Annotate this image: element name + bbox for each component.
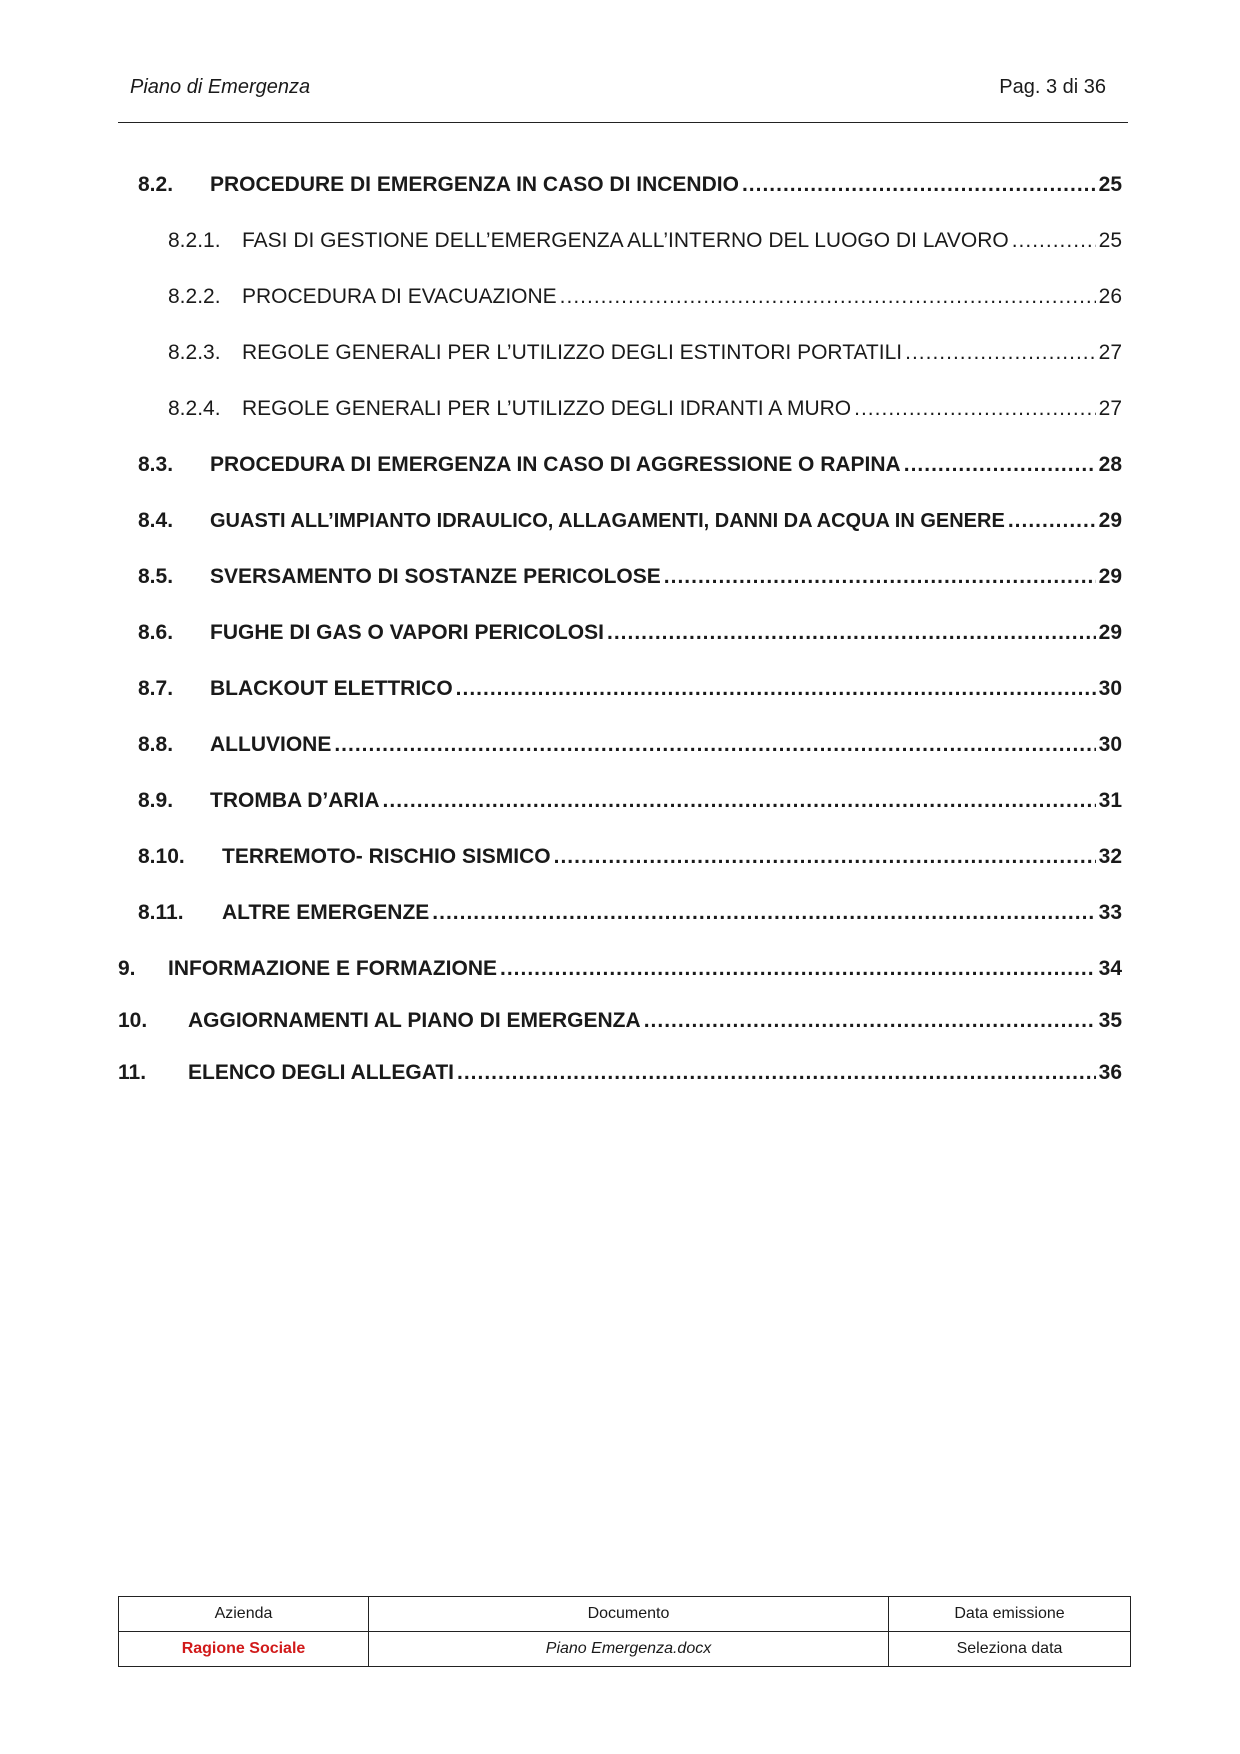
toc-entry-number: 8.7.: [138, 677, 174, 700]
toc-entry-title: REGOLE GENERALI PER L’UTILIZZO DEGLI IDRANTI A MURO: [242, 397, 852, 420]
toc-entry-title: ALLUVIONE: [210, 733, 332, 756]
toc-entry-page: 29: [1098, 509, 1122, 532]
toc-entry[interactable]: [168, 226, 1122, 256]
document-title: Piano di Emergenza: [130, 76, 311, 98]
footer-header-row: [119, 1597, 1131, 1632]
toc-entry[interactable]: [138, 506, 1122, 536]
toc-leader-dots: [554, 842, 1096, 872]
toc-entry[interactable]: [138, 842, 1122, 872]
toc-leader-dots: [457, 1058, 1096, 1088]
toc-leader-dots: [560, 282, 1096, 312]
company-header: Azienda: [119, 1597, 369, 1632]
toc-entry-title: REGOLE GENERALI PER L’UTILIZZO DEGLI ESTINTORI PORTATILI: [242, 341, 903, 364]
toc-entry-page: 35: [1098, 1009, 1122, 1032]
toc-entry-number: 8.9.: [138, 789, 174, 812]
toc-entry-title: TERREMOTO- RISCHIO SISMICO: [222, 845, 551, 868]
toc-entry-number: 9.: [118, 957, 136, 980]
toc-entry-title: PROCEDURA DI EVACUAZIONE: [242, 285, 557, 308]
toc-entry-number: 8.2.4.: [168, 397, 221, 420]
toc-entry-number: 8.10.: [138, 845, 185, 868]
toc-leader-dots: [456, 674, 1096, 704]
toc-entry-title: PROCEDURE DI EMERGENZA IN CASO DI INCENDIO: [210, 173, 739, 196]
toc-entry-page: 26: [1098, 285, 1122, 308]
toc-entry-number: 11.: [118, 1061, 147, 1084]
toc-entry-title: ALTRE EMERGENZE: [222, 901, 430, 924]
toc-entry-number: 8.3.: [138, 453, 174, 476]
toc-entry[interactable]: [138, 170, 1122, 200]
toc-entry[interactable]: [138, 562, 1122, 592]
toc-entry-title: PROCEDURA DI EMERGENZA IN CASO DI AGGRESSIONE O RAPINA: [210, 453, 901, 476]
toc-entry-page: 27: [1098, 341, 1122, 364]
toc-entry-number: 8.4.: [138, 509, 174, 532]
toc-entry[interactable]: [138, 450, 1122, 480]
toc-entry-number: 8.2.3.: [168, 341, 221, 364]
toc-entry[interactable]: [168, 338, 1122, 368]
toc-leader-dots: [383, 786, 1096, 816]
toc-leader-dots: [334, 730, 1095, 760]
toc-leader-dots: [432, 898, 1095, 928]
toc-entry-page: 25: [1098, 229, 1122, 252]
issue-date-header: Data emissione: [889, 1597, 1131, 1632]
toc-entry-number: 10.: [118, 1009, 148, 1032]
toc-entry-page: 29: [1098, 621, 1122, 644]
toc-entry-page: 36: [1098, 1061, 1122, 1084]
document-filename: Piano Emergenza.docx: [369, 1632, 889, 1667]
toc-entry-title: TROMBA D’ARIA: [210, 789, 380, 812]
toc-leader-dots: [1012, 226, 1096, 256]
toc-entry-page: 25: [1098, 173, 1122, 196]
toc-leader-dots: [664, 562, 1096, 592]
header-divider: [118, 122, 1128, 123]
toc-entry-number: 8.5.: [138, 565, 174, 588]
toc-entry-number: 8.6.: [138, 621, 174, 644]
toc-entry-number: 8.8.: [138, 733, 174, 756]
page-header: [118, 74, 1118, 104]
toc-entry[interactable]: [118, 954, 1122, 984]
toc-leader-dots: [500, 954, 1096, 984]
toc-leader-dots: [1008, 506, 1096, 536]
toc-entry-page: 29: [1098, 565, 1122, 588]
toc-leader-dots: [854, 394, 1096, 424]
toc-entry-title: SVERSAMENTO DI SOSTANZE PERICOLOSE: [210, 565, 661, 588]
toc-leader-dots: [904, 450, 1096, 480]
company-name[interactable]: Ragione Sociale: [119, 1632, 369, 1667]
footer-value-row: [119, 1632, 1131, 1667]
toc-leader-dots: [742, 170, 1096, 200]
toc-entry-number: 8.2.1.: [168, 229, 221, 252]
toc-entry[interactable]: [138, 674, 1122, 704]
toc-entry-page: 31: [1098, 789, 1122, 812]
toc-entry-title: GUASTI ALL’IMPIANTO IDRAULICO, ALLAGAMENTI, DANNI DA ACQUA IN GENERE: [210, 510, 1005, 532]
page-number: Pag. 3 di 36: [999, 76, 1106, 98]
toc-entry[interactable]: [168, 394, 1122, 424]
toc-entry-page: 28: [1098, 453, 1122, 476]
toc-entry[interactable]: [138, 786, 1122, 816]
toc-entry-page: 32: [1098, 845, 1122, 868]
toc-entry[interactable]: [168, 282, 1122, 312]
toc-entry[interactable]: [138, 898, 1122, 928]
toc-entry-number: 8.2.: [138, 173, 174, 196]
toc-leader-dots: [607, 618, 1096, 648]
toc-entry-page: 34: [1098, 957, 1122, 980]
toc-leader-dots: [905, 338, 1096, 368]
toc-entry[interactable]: [118, 1058, 1122, 1088]
toc-entry-page: 33: [1098, 901, 1122, 924]
toc-entry[interactable]: [138, 618, 1122, 648]
toc-entry-title: AGGIORNAMENTI AL PIANO DI EMERGENZA: [188, 1009, 641, 1032]
toc-entry-page: 30: [1098, 677, 1122, 700]
toc-entry-title: INFORMAZIONE E FORMAZIONE: [168, 957, 497, 980]
toc-entry-title: BLACKOUT ELETTRICO: [210, 677, 453, 700]
issue-date-select[interactable]: Seleziona data: [889, 1632, 1131, 1667]
toc-entry[interactable]: [118, 1006, 1122, 1036]
toc-entry-title: FASI DI GESTIONE DELL’EMERGENZA ALL’INTERNO DEL LUOGO DI LAVORO: [242, 229, 1009, 252]
toc-entry-title: ELENCO DEGLI ALLEGATI: [188, 1061, 454, 1084]
toc-entry-number: 8.11.: [138, 901, 184, 924]
toc-entry-number: 8.2.2.: [168, 285, 221, 308]
toc-entry-page: 30: [1098, 733, 1122, 756]
toc-entry[interactable]: [138, 730, 1122, 760]
toc-entry-title: FUGHE DI GAS O VAPORI PERICOLOSI: [210, 621, 604, 644]
toc-entry-page: 27: [1098, 397, 1122, 420]
toc-leader-dots: [644, 1006, 1096, 1036]
footer-info-table: [118, 1596, 1131, 1667]
document-header: Documento: [369, 1597, 889, 1632]
